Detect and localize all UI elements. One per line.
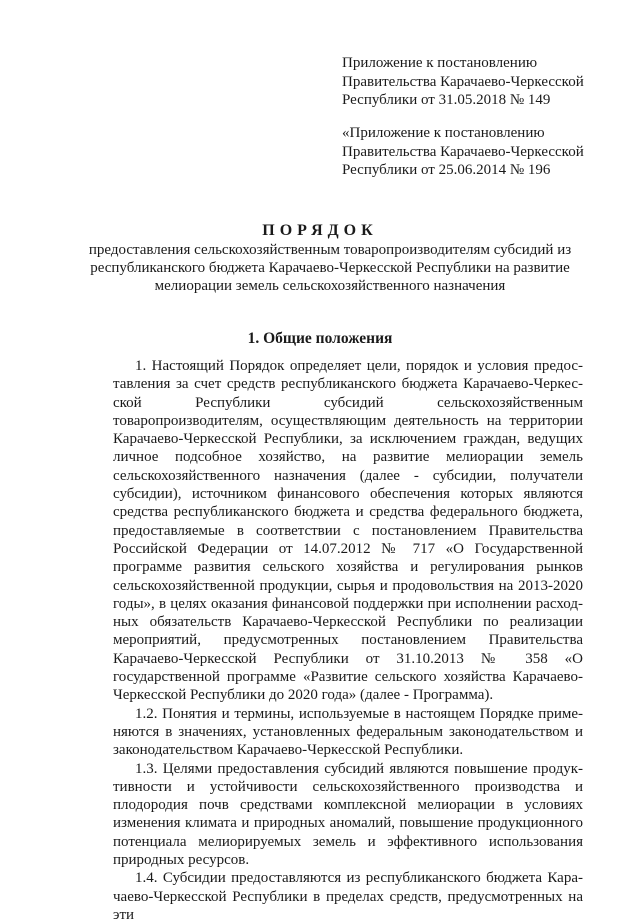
paragraph: 1.4. Субсидии предоставляются из республиканского бюджета Карачаево-Черкесской Республики в пределах средств, предусмотренных на эти bbox=[113, 870, 583, 923]
header-line: Правительства Карачаево-Черкесской bbox=[342, 73, 584, 90]
header-line: Правительства Карачаево-Черкесской bbox=[342, 143, 584, 160]
section-heading: 1. Общие положения bbox=[247, 330, 393, 347]
paragraph: 1.3. Целями предоставления субсидий являются повышение продуктивности и устойчивости сельскохозяйственного производства и плодородия почв средствами комплексной мелиорации в условиях изменения климата и природных аномалий, повышение продукционного потенциала мелиорируемых земель и эффективного использования природных ресурсов. bbox=[113, 760, 583, 869]
approval-header bbox=[342, 54, 622, 110]
header-line: Республики от 31.05.2018 № 149 bbox=[342, 92, 551, 108]
paragraph: 1.2. Понятия и термины, используемые в настоящем Порядке применяются в значениях, установленных федеральным законодательством и законодательством Карачаево-Черкесской Республики. bbox=[113, 705, 583, 759]
paragraph: 1. Настоящий Порядок определяет цели, порядок и условия предоставления за счет средств республиканского бюджета Карачаево-Черкесской Республики субсидий сельскохозяйственным товаропроизводителям, осуществляющим деятельность на территории Карачаево-Черкесской Республики, за исключением граждан, ведущих личное подсобное хозяйство, на развитие мелиорации земель сельскохозяйственного назначения (далее - субсидии, получатели субсидии), источником финансового обеспечения которых являются средства республиканского бюджета и средства федерального бюджета, предоставляемые в соответствии с постановлением Правительства Российской Федерации от 14.07.2012 № 717 «О Государственной программе развития сельского хозяйства и регулирования рынков сельскохозяйственной продукции, сырья и продовольствия на 2013-2020 годы», в целях оказания финансовой поддержки при исполнении расходных обязательств Карачаево-Черкесской Республики по реализации мероприятий, предусмотренных постановлением Правительства Карачаево-Черкесской Республики от 31.10.2013 № 358 «О государственной программе «Развитие сельского хозяйства Карачаево-Черкесской Республики до 2020 года» (далее - Программа). bbox=[113, 358, 583, 704]
header-line: Республики от 25.06.2014 № 196 bbox=[342, 162, 551, 178]
header-line: «Приложение к постановлению bbox=[342, 125, 545, 141]
document-subtitle: предоставления сельскохозяйственным товаропроизводителям субсидий из республиканского бюджета Карачаево-Черкесской Республики на развитие мелиорации земель сельскохозяйственного назначения bbox=[88, 242, 572, 294]
header-line: Приложение к постановлению bbox=[342, 55, 538, 71]
document-title: ПОРЯДОК bbox=[262, 222, 378, 239]
section-body bbox=[113, 357, 583, 924]
original-approval-header bbox=[342, 124, 622, 180]
